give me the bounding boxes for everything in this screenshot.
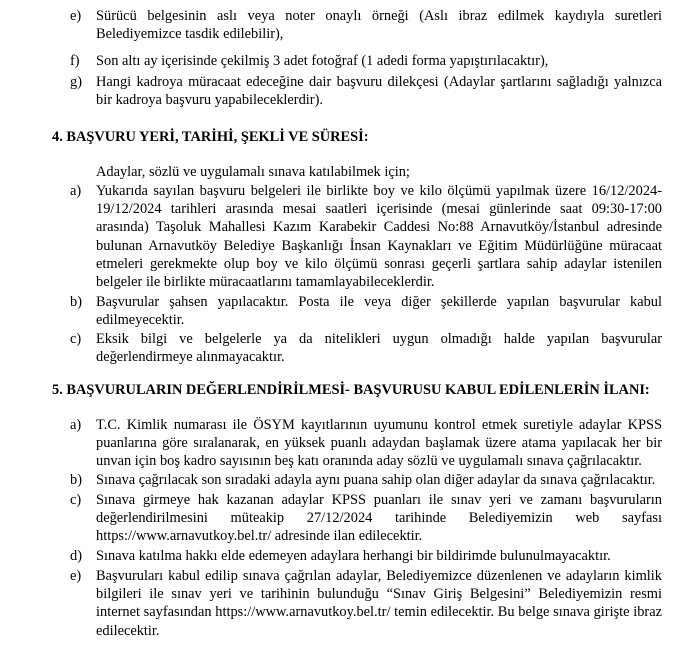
list-item-text: Sürücü belgesinin aslı veya noter onaylı örneği (Aslı ibraz edilmek kaydıyla suretleri Belediyemizce tasdik edilebilir),: [96, 8, 662, 43]
list-item-text: Sınava katılma hakkı elde edemeyen adaylara herhangi bir bildirimde bulunulmayacaktır.: [96, 548, 611, 564]
list-marker: b): [70, 472, 82, 488]
list-item: [70, 182, 662, 291]
list-item: [70, 7, 662, 43]
list-item: [70, 52, 662, 70]
list-item-text: Başvuruları kabul edilip sınava çağrılan adaylar, Belediyemizce düzenlenen ve adayların kimlik bilgileri ile sınav yeri ve tarihinin bulunduğu “Sınav Giriş Belgesini” Belediyemizin resmi internet sayfasından https://www.arnavutkoy.bel.tr/ temin edilecektir. Bu belge sınava girişte ibraz edilecektir.: [96, 568, 662, 639]
list-marker: f): [70, 53, 80, 69]
section-heading: 4. BAŞVURU YERİ, TARİHİ, ŞEKLİ VE SÜRESİ:: [52, 129, 369, 145]
list-item-text: Yukarıda sayılan başvuru belgeleri ile birlikte boy ve kilo ölçümü yapılmak üzere 16/12/2024-19/12/2024 tarihleri arasında mesai saatleri içerisinde (mesai günlerinde saat 09:30-17:00 arasında) Taşoluk Mahallesi Kazım Karabekir Caddesi No:88 Arnavutköy/İstanbul adresinde bulunan Arnavutköy Belediye Başkanlığı İnsan Kaynakları ve Eğitim Müdürlüğüne müracaat etmeleri gerekmekte olup boy ve kilo ölçümü sonrası geçerli şartlara sahip adaylar istenilen belgeler ile birlikte müracaatlarını tamamlayabileceklerdir.: [96, 183, 662, 291]
section-heading: 5. BAŞVURULARIN DEĞERLENDİRİLMESİ- BAŞVURUSU KABUL EDİLENLERİN İLANI:: [52, 382, 650, 398]
list-item: [70, 567, 662, 640]
list-item: [70, 491, 662, 546]
list-marker: a): [70, 183, 82, 199]
list-item-text: Hangi kadroya müracaat edeceğine dair başvuru dilekçesi (Adaylar şartlarını sağladığı yalnızca bir kadroya başvuru yapabileceklerdir).: [96, 74, 662, 109]
list-marker: e): [70, 568, 82, 584]
list-item-text: Sınava girmeye hak kazanan adaylar KPSS puanları ile sınav yeri ve zamanı başvuruların değerlendirilmesini müteakip 27/12/2024 tarihinde Belediyemizin web sayfası https://www.arnavutkoy.bel.tr/ adresinde ilan edilecektir.: [96, 492, 662, 545]
list-marker: e): [70, 8, 82, 24]
list-item: [70, 293, 662, 329]
list-marker: a): [70, 417, 82, 433]
list-item: [70, 547, 662, 565]
list-item-text: Başvurular şahsen yapılacaktır. Posta ile veya diğer şekillerde yapılan başvurular kabul edilmeyecektir.: [96, 294, 662, 329]
list-item: [70, 416, 662, 471]
list-item: [70, 73, 662, 109]
list-item: [70, 471, 662, 489]
list-item: [70, 330, 662, 366]
list-item-text: T.C. Kimlik numarası ile ÖSYM kayıtlarının uyumunu kontrol etmek suretiyle adaylar KPSS puanlarına göre sıralanarak, en yüksek puanlı adaydan başlamak üzere atama yapılacak her bir unvan için boş kadro sayısının beş katı oranında aday sözlü ve uygulamalı sınava çağrılacaktır.: [96, 417, 662, 470]
list-marker: c): [70, 331, 82, 347]
list-item-text: Son altı ay içerisinde çekilmiş 3 adet fotoğraf (1 adedi forma yapıştırılacaktır),: [96, 53, 549, 69]
list-marker: g): [70, 74, 82, 90]
list-marker: d): [70, 548, 82, 564]
section-intro: Adaylar, sözlü ve uygulamalı sınava katılabilmek için;: [96, 164, 410, 180]
list-item-text: Eksik bilgi ve belgelerle ya da nitelikleri uygun olmadığı halde yapılan başvurular değerlendirmeye alınmayacaktır.: [96, 331, 662, 366]
list-item-text: Sınava çağrılacak son sıradaki adayla aynı puana sahip olan diğer adaylar da sınava çağrılacaktır.: [96, 472, 656, 488]
list-marker: c): [70, 492, 82, 508]
list-marker: b): [70, 294, 82, 310]
